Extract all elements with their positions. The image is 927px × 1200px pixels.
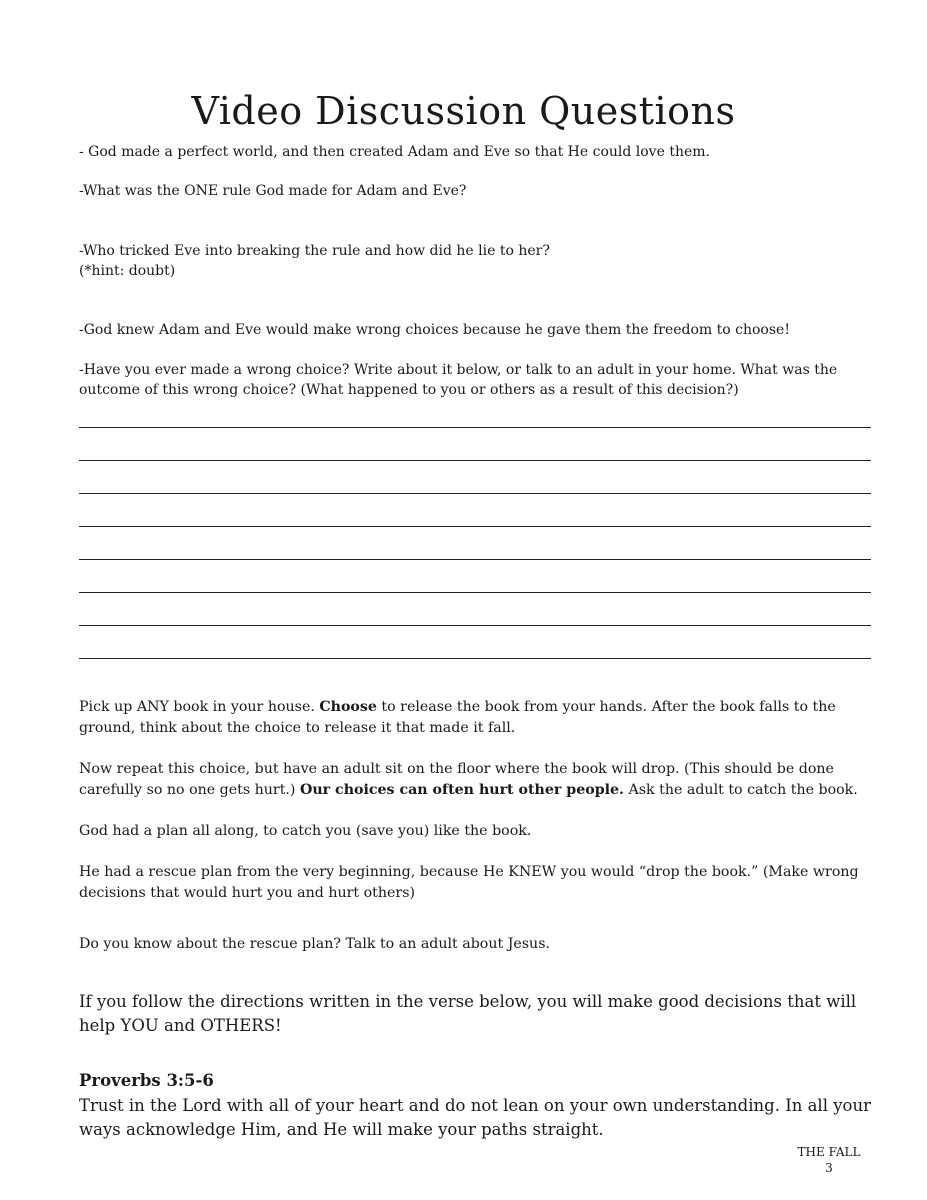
activity-p1-text: ground, think about the choice to release it that made it fall. [79,719,516,736]
activity-p1-text: to release the book from your hands. After the book falls to the [376,699,836,715]
activity-p2-text: carefully so no one gets hurt.) [79,781,300,798]
question-5-line-2: outcome of this wrong choice? (What happened to you or others as a result of this decision?) [79,382,739,398]
closing-text: If you follow the directions written in the verse below, you will make good decisions that will [79,992,857,1011]
answer-line[interactable] [79,625,871,626]
closing-text: help YOU and OTHERS! [79,1016,282,1035]
question-3-hint: (*hint: doubt) [79,263,176,279]
activity-p2-bold: Our choices can often hurt other people. [299,781,624,798]
page-footer [769,1144,889,1176]
question-5-line-1: -Have you ever made a wrong choice? Write about it below, or talk to an adult in your home. What was the [79,362,838,378]
question-4: -God knew Adam and Eve would make wrong choices because he gave them the freedom to choose! [79,322,790,338]
closing-paragraph [79,990,889,1038]
activity-paragraph-4 [79,862,879,903]
activity-p4-text: decisions that would hurt you and hurt others) [79,884,416,901]
activity-paragraph-5: Do you know about the rescue plan? Talk to an adult about Jesus. [79,936,550,952]
answer-line[interactable] [79,427,871,428]
answer-line[interactable] [79,592,871,593]
verse-line: ways acknowledge Him, and He will make your paths straight. [79,1120,604,1139]
activity-paragraph-2 [79,759,879,800]
question-3-line-1: -Who tricked Eve into breaking the rule and how did he lie to her? [79,243,550,259]
question-2: -What was the ONE rule God made for Adam and Eve? [79,183,467,199]
page-number: 3 [825,1161,833,1175]
activity-p2-text: Ask the adult to catch the book. [624,781,858,798]
activity-p4-text: He had a rescue plan from the very beginning, because He KNEW you would “drop the book.” (Make wrong [79,864,859,880]
verse-line: Trust in the Lord with all of your heart and do not lean on your own understanding. In all your [79,1096,871,1115]
answer-line[interactable] [79,559,871,560]
footer-label: THE FALL [797,1145,861,1159]
question-1: - God made a perfect world, and then created Adam and Eve so that He could love them. [79,144,710,160]
answer-line[interactable] [79,493,871,494]
page-title: Video Discussion Questions [191,89,736,134]
answer-line[interactable] [79,526,871,527]
activity-paragraph-3: God had a plan all along, to catch you (save you) like the book. [79,823,532,839]
answer-line[interactable] [79,460,871,461]
answer-line[interactable] [79,658,871,659]
activity-p2-text: Now repeat this choice, but have an adult sit on the floor where the book will drop. (This should be done [79,761,834,777]
verse-reference: Proverbs 3:5-6 [79,1071,214,1090]
activity-paragraph-1 [79,697,879,738]
activity-p1-bold: Choose [319,699,377,715]
verse-text [79,1094,889,1142]
activity-p1-text: Pick up ANY book in your house. [79,699,320,715]
